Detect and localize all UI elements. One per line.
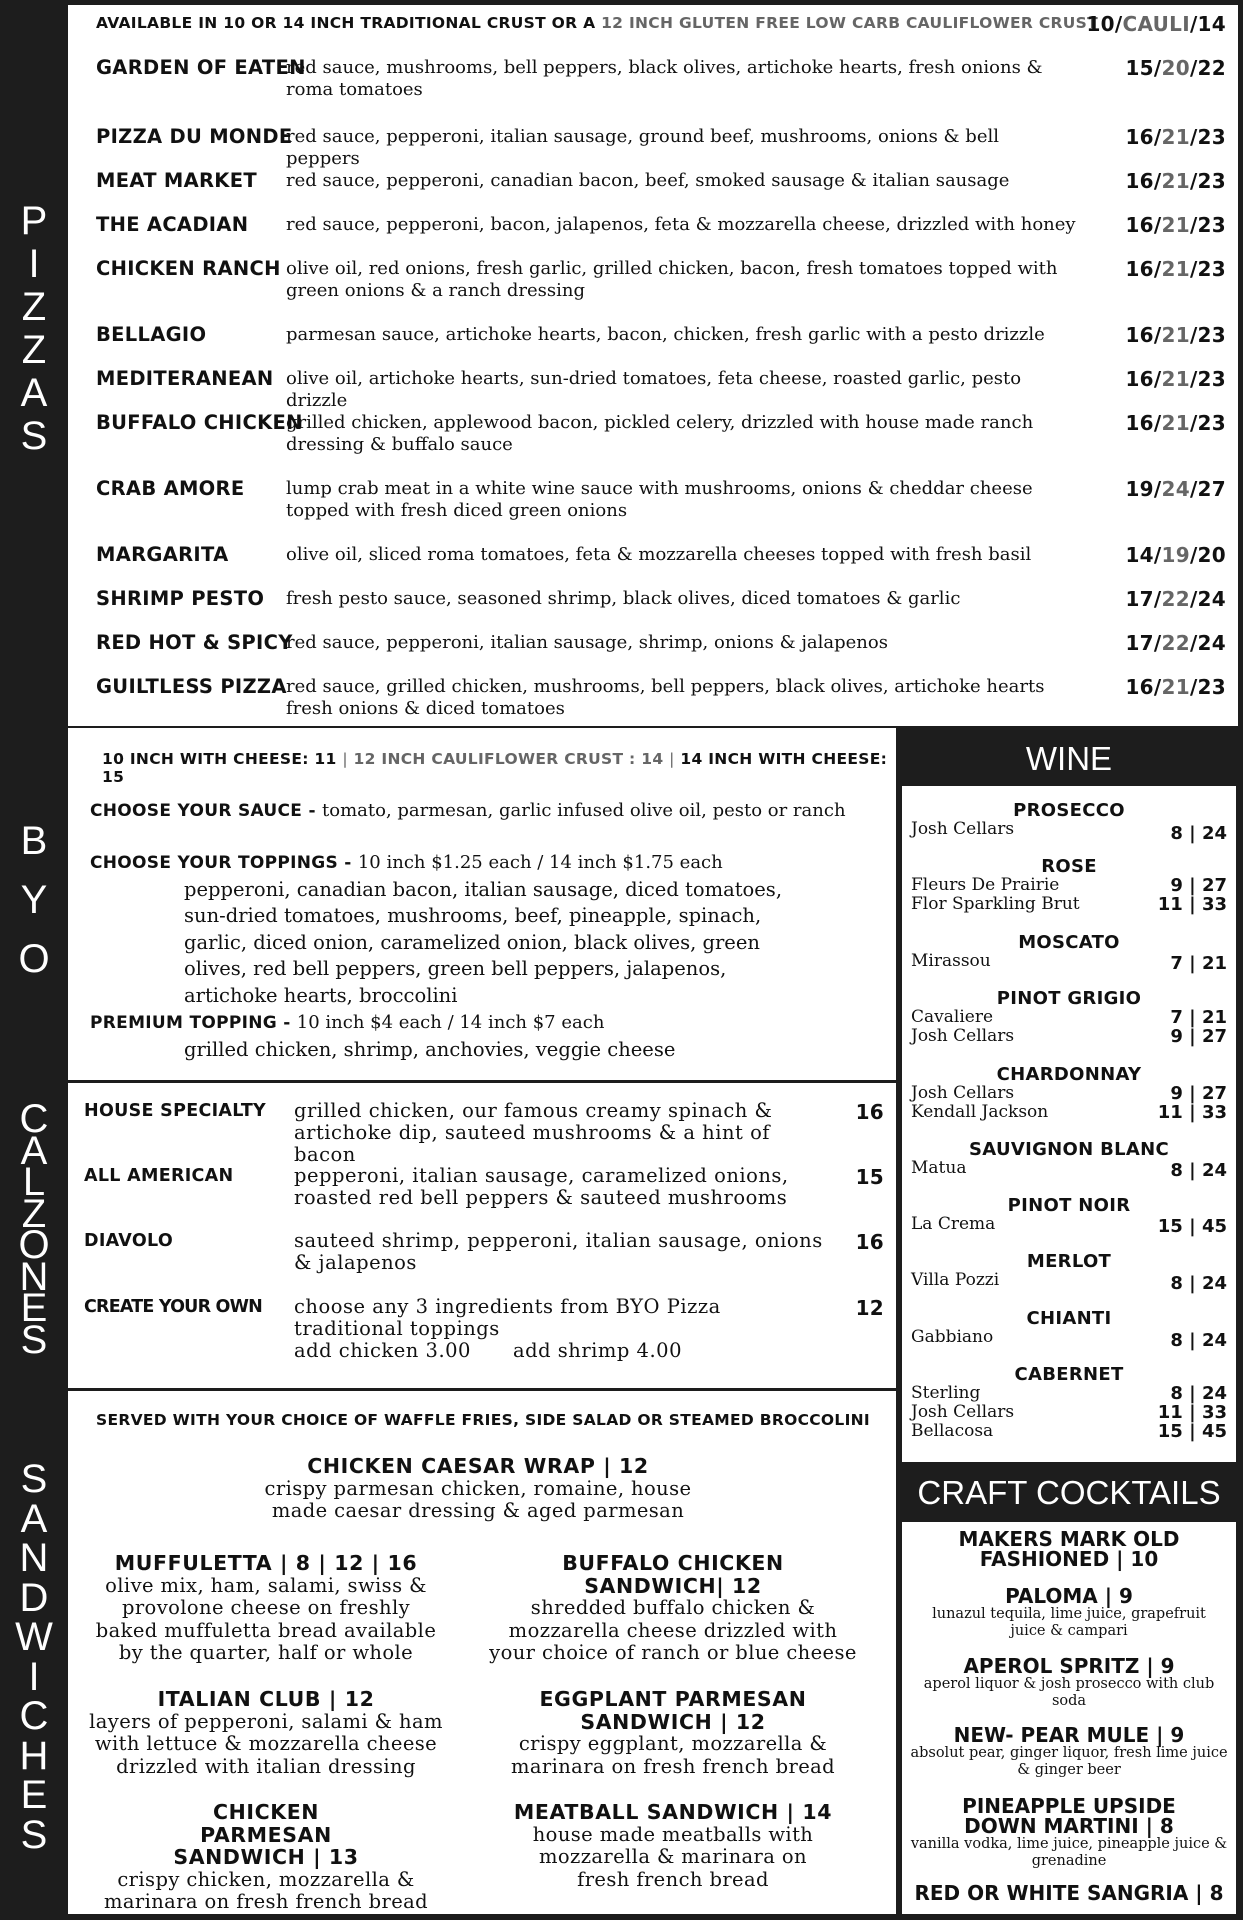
wine-group: [911, 857, 1227, 914]
wine-name: Bellacosa: [911, 1421, 994, 1441]
byo-premium: [90, 1009, 890, 1063]
sandwich-desc: shredded buffalo chicken & mozzarella cheese drizzled with your choice of ranch or blue cheese: [489, 1596, 857, 1664]
cocktail-item: [910, 1883, 1228, 1903]
pizza-name: GUILTLESS PIZZA: [96, 675, 287, 698]
wine-name: La Crema: [911, 1214, 996, 1234]
wine-group-title: MERLOT: [1026, 1251, 1112, 1272]
pizza-desc: red sauce, mushrooms, bell peppers, black olives, artichoke hearts, fresh onions & roma tomatoes: [286, 57, 1043, 100]
pizza-price: 16/21/23: [1125, 213, 1226, 237]
pizza-name: RED HOT & SPICY: [96, 631, 293, 654]
wine-price: 9 | 27: [1170, 1026, 1227, 1047]
pizza-price: 16/21/23: [1125, 323, 1226, 347]
wine-group-title: PINOT NOIR: [1007, 1195, 1131, 1216]
cocktail-desc: lunazul tequila, lime juice, grapefruit juice & campari: [932, 1606, 1206, 1639]
sandwich-item: [498, 1688, 848, 1778]
price-size-c: /14: [1189, 12, 1226, 36]
byo-sauce: [90, 797, 890, 825]
wine-price: 15 | 45: [1157, 1421, 1227, 1442]
pizza-name: MEAT MARKET: [96, 169, 257, 192]
calzone-desc: grilled chicken, our famous creamy spinach & artichoke dip, sauteed mushrooms & a hint of bacon: [294, 1099, 773, 1166]
wine-name: Josh Cellars: [911, 819, 1015, 839]
pizza-desc: lump crab meat in a white wine sauce with mushrooms, onions & cheddar cheese topped with fresh diced green onions: [286, 478, 1033, 521]
wine-group-title: SAUVIGNON BLANC: [969, 1139, 1169, 1160]
wine-price: 11 | 33: [1157, 1402, 1227, 1423]
pizza-desc: red sauce, grilled chicken, mushrooms, bell peppers, black olives, artichoke hearts fresh onions & diced tomatoes: [286, 676, 1045, 719]
cocktail-item: [910, 1725, 1228, 1779]
wine-name: Sterling: [911, 1383, 981, 1403]
sandwich-item: [488, 1552, 858, 1665]
byo-premium-price: 10 inch $4 each / 14 inch $7 each: [296, 1012, 605, 1033]
cocktail-name: APEROL SPRITZ | 9: [963, 1654, 1175, 1678]
wine-group: [911, 932, 1227, 974]
calzones-panel: [68, 1083, 896, 1388]
cocktails-title: CRAFT COCKTAILS: [917, 1474, 1221, 1511]
wine-line: [911, 1384, 1227, 1403]
pizza-desc: parmesan sauce, artichoke hearts, bacon, chicken, fresh garlic with a pesto drizzle: [286, 324, 1045, 345]
pizza-name: PIZZA DU MONDE: [96, 125, 293, 148]
wine-group-title: PINOT GRIGIO: [996, 988, 1142, 1009]
calzone-desc-group: [294, 1296, 824, 1362]
wine-name: Kendall Jackson: [911, 1102, 1049, 1122]
pizza-desc: red sauce, pepperoni, italian sausage, shrimp, onions & jalapenos: [286, 632, 888, 653]
byo-toppings-list: pepperoni, canadian bacon, italian sausage, diced tomatoes, sun-dried tomatoes, mushrooms, beef, pineapple, spinach, garlic, diced onion, caramelized onion, black olives, green olives, red bell peppers, green bell peppers, jalapenos, artichoke hearts, broccolini: [184, 877, 783, 1007]
pizza-desc: red sauce, pepperoni, canadian bacon, beef, smoked sausage & italian sausage: [286, 170, 1010, 191]
pizzas-header-gf: 12 INCH GLUTEN FREE LOW CARB CAULIFLOWER CRUST: [601, 14, 1098, 32]
calzone-price: 16: [855, 1100, 884, 1124]
calzone-desc: sauteed shrimp, pepperoni, italian sausage, onions & jalapenos: [294, 1229, 823, 1274]
wine-line: [911, 1214, 1227, 1237]
pizza-desc: olive oil, artichoke hearts, sun-dried tomatoes, feta cheese, roasted garlic, pesto drizzle: [286, 368, 1022, 411]
pizza-name: MEDITERANEAN: [96, 367, 274, 390]
pizza-price: 17/22/24: [1125, 631, 1226, 655]
pizza-desc: olive oil, red onions, fresh garlic, grilled chicken, bacon, fresh tomatoes topped with green onions & a ranch dressing: [286, 258, 1058, 301]
wine-panel: [902, 786, 1236, 1462]
wine-group-title: CABERNET: [1014, 1364, 1124, 1385]
pizzas-header: [96, 14, 1098, 32]
pizza-name: GARDEN OF EATEN: [96, 56, 306, 79]
calzone-desc: choose any 3 ingredients from BYO Pizza traditional toppings: [294, 1295, 721, 1340]
calzone-price: 15: [855, 1165, 884, 1189]
pizza-name: BELLAGIO: [96, 323, 207, 346]
calzone-name: ALL AMERICAN: [84, 1166, 234, 1186]
pizza-price: 19/24/27: [1125, 477, 1226, 501]
byo-sauce-text: tomato, parmesan, garlic infused olive oil, pesto or ranch: [322, 800, 846, 821]
cocktail-desc: vanilla vodka, lime juice, pineapple juice & grenadine: [910, 1836, 1228, 1869]
wine-price: 9 | 27: [1170, 875, 1227, 896]
pizza-name: MARGARITA: [96, 543, 229, 566]
byo-toppings: [90, 849, 890, 1009]
wine-group-title: ROSE: [1041, 856, 1097, 877]
calzone-name: HOUSE SPECIALTY: [84, 1101, 267, 1121]
cocktail-name: PINEAPPLE UPSIDE DOWN MARTINI | 8: [962, 1794, 1176, 1838]
cocktails-panel: [902, 1522, 1236, 1914]
wine-line: [911, 1008, 1227, 1027]
byo-toppings-label: CHOOSE YOUR TOPPINGS -: [90, 853, 352, 873]
pizza-name: CRAB AMORE: [96, 477, 245, 500]
calzone-extras: [294, 1340, 824, 1362]
wine-line: [911, 1027, 1227, 1046]
wine-line: [911, 1158, 1227, 1181]
wine-price: 11 | 33: [1157, 1102, 1227, 1123]
calzone-price: 16: [855, 1230, 884, 1254]
separator: |: [342, 750, 348, 768]
wine-line: [911, 1103, 1227, 1122]
wine-group: [911, 1251, 1227, 1294]
byo-premium-label: PREMIUM TOPPING -: [90, 1013, 291, 1033]
wine-line: [911, 819, 1227, 844]
pizza-desc: grilled chicken, applewood bacon, pickled celery, drizzled with house made ranch dressing & buffalo sauce: [286, 412, 1034, 455]
wine-group: [911, 1065, 1227, 1122]
wine-name: Josh Cellars: [911, 1083, 1015, 1103]
byo-sizes: [102, 750, 896, 786]
wine-price: 11 | 33: [1157, 894, 1227, 915]
wine-line: [911, 1327, 1227, 1351]
pizzas-header-price: [1086, 12, 1226, 36]
wine-group: [911, 1195, 1227, 1237]
pizza-price: 17/22/24: [1125, 587, 1226, 611]
wine-name: Fleurs De Prairie: [911, 875, 1060, 895]
sandwich-name: EGGPLANT PARMESAN SANDWICH | 12: [539, 1687, 807, 1734]
calzone-extra-shrimp: add shrimp 4.00: [512, 1339, 682, 1362]
pizza-price: 15/20/22: [1125, 56, 1226, 80]
wine-name: Gabbiano: [911, 1327, 994, 1347]
byo-premium-list: grilled chicken, shrimp, anchovies, veggie cheese: [184, 1037, 676, 1061]
sandwich-item: [76, 1801, 456, 1914]
price-size-a: 10/: [1086, 12, 1123, 36]
wine-name: Flor Sparkling Brut: [911, 894, 1080, 914]
pizza-price: 16/21/23: [1125, 411, 1226, 435]
calzone-name: DIAVOLO: [84, 1231, 174, 1251]
sandwich-name: CHICKEN PARMESAN SANDWICH | 13: [173, 1800, 359, 1869]
wine-price: 9 | 27: [1170, 1083, 1227, 1104]
wine-name: Josh Cellars: [911, 1402, 1015, 1422]
wine-group: [911, 1365, 1227, 1441]
cocktail-item: [910, 1796, 1228, 1870]
pizza-desc: red sauce, pepperoni, bacon, jalapenos, feta & mozzarella cheese, drizzled with honey: [286, 214, 1076, 235]
wine-name: Mirassou: [911, 951, 991, 971]
sandwich-name: BUFFALO CHICKEN SANDWICH| 12: [562, 1551, 784, 1598]
wine-name: Villa Pozzi: [911, 1270, 1000, 1290]
sandwich-name: ITALIAN CLUB | 12: [157, 1687, 375, 1711]
wine-group: [911, 989, 1227, 1046]
sandwich-item: [76, 1552, 456, 1665]
sandwich-desc: olive mix, ham, salami, swiss & provolone cheese on freshly baked muffuletta bread available by the quarter, half or whole: [95, 1573, 437, 1664]
pizza-price: 16/21/23: [1125, 169, 1226, 193]
wine-line: [911, 951, 1227, 974]
sandwich-name: MEATBALL SANDWICH | 14: [513, 1800, 833, 1824]
pizza-name: THE ACADIAN: [96, 213, 249, 236]
sandwich-desc: house made meatballs with mozzarella & marinara on fresh french bread: [532, 1822, 814, 1891]
byo-size-cauli: 12 INCH CAULIFLOWER CRUST : 14: [353, 750, 664, 768]
calzone-price: 12: [855, 1296, 884, 1320]
pizza-price: 16/21/23: [1125, 367, 1226, 391]
pizza-desc: olive oil, sliced roma tomatoes, feta & mozzarella cheeses topped with fresh basil: [286, 544, 1032, 565]
wine-group-title: MOSCATO: [1018, 932, 1120, 953]
sandwich-item: [76, 1688, 456, 1778]
sandwich-desc: crispy chicken, mozzarella & marinara on fresh french bread: [103, 1867, 429, 1913]
sandwich-name: MUFFULETTA | 8 | 12 | 16: [114, 1551, 418, 1575]
cocktail-name: MAKERS MARK OLD FASHIONED | 10: [958, 1527, 1180, 1571]
wine-name: Josh Cellars: [911, 1026, 1015, 1046]
wine-line: [911, 1084, 1227, 1103]
pizza-price: 16/21/23: [1125, 257, 1226, 281]
wine-line: [911, 1270, 1227, 1294]
pizzas-panel: [68, 5, 1238, 726]
wine-group: [911, 1139, 1227, 1181]
sandwich-item: [188, 1455, 768, 1523]
side-label-calzones: C A L Z O N E S: [18, 1097, 50, 1362]
cocktail-name: RED OR WHITE SANGRIA | 8: [914, 1881, 1224, 1905]
wine-group: [911, 1308, 1227, 1351]
wine-group-title: CHIANTI: [1026, 1308, 1112, 1329]
sandwiches-panel: [68, 1391, 896, 1914]
wine-line: [911, 1403, 1227, 1422]
wine-group-title: CHARDONNAY: [996, 1064, 1142, 1085]
sandwich-name: CHICKEN CAESAR WRAP | 12: [307, 1454, 649, 1478]
sandwich-item: [498, 1801, 848, 1891]
byo-panel: [68, 728, 896, 1080]
wine-price: 8 | 24: [1170, 1383, 1227, 1404]
cocktail-item: [910, 1529, 1228, 1569]
calzone-extra-chicken: add chicken 3.00: [294, 1339, 471, 1362]
pizza-price: 14/19/20: [1125, 543, 1226, 567]
byo-sauce-label: CHOOSE YOUR SAUCE -: [90, 801, 316, 821]
pizza-desc: fresh pesto sauce, seasoned shrimp, black olives, diced tomatoes & garlic: [286, 588, 961, 609]
sandwich-desc: crispy parmesan chicken, romaine, house made caesar dressing & aged parmesan: [264, 1476, 692, 1522]
pizza-price: 16/21/23: [1125, 125, 1226, 149]
wine-price: 8 | 24: [1170, 1160, 1227, 1181]
wine-price: 8 | 24: [1170, 823, 1227, 844]
cocktail-name: PALOMA | 9: [1005, 1584, 1133, 1608]
byo-toppings-price: 10 inch $1.25 each / 14 inch $1.75 each: [357, 852, 723, 873]
wine-price: 15 | 45: [1157, 1216, 1227, 1237]
wine-price: 7 | 21: [1170, 953, 1227, 974]
side-label-sandwiches: S A N D W I C H E S: [15, 1457, 53, 1857]
wine-price: 8 | 24: [1170, 1330, 1227, 1351]
side-label-byo: B Y O: [18, 819, 50, 981]
wine-title: WINE: [1025, 740, 1113, 777]
pizza-name: BUFFALO CHICKEN: [96, 411, 303, 434]
wine-line: [911, 1422, 1227, 1441]
wine-name: Cavaliere: [911, 1007, 994, 1027]
calzone-name: CREATE YOUR OWN: [84, 1297, 262, 1317]
byo-size-14: 14 INCH WITH CHEESE: 15: [102, 750, 888, 786]
wine-name: Matua: [911, 1158, 967, 1178]
cocktail-item: [910, 1656, 1228, 1710]
cocktail-desc: absolut pear, ginger liquor, fresh lime juice & ginger beer: [910, 1745, 1228, 1778]
cocktail-name: NEW- PEAR MULE | 9: [953, 1723, 1185, 1747]
wine-price: 7 | 21: [1170, 1007, 1227, 1028]
wine-line: [911, 895, 1227, 914]
pizza-name: CHICKEN RANCH: [96, 257, 281, 280]
wine-price: 8 | 24: [1170, 1273, 1227, 1294]
sandwiches-header: SERVED WITH YOUR CHOICE OF WAFFLE FRIES, SIDE SALAD OR STEAMED BROCCOLINI: [96, 1411, 870, 1429]
wine-line: [911, 876, 1227, 895]
pizza-desc: red sauce, pepperoni, italian sausage, ground beef, mushrooms, onions & bell peppers: [286, 126, 999, 169]
wine-group-title: PROSECCO: [1013, 800, 1125, 821]
pizza-price: 16/21/23: [1125, 675, 1226, 699]
separator: |: [669, 750, 675, 768]
wine-group: [911, 800, 1227, 844]
cocktail-desc: aperol liquor & josh prosecco with club soda: [923, 1676, 1215, 1709]
side-label-pizzas: P I Z Z A S: [20, 199, 48, 458]
byo-size-10: 10 INCH WITH CHEESE: 11: [102, 750, 337, 768]
calzone-desc: pepperoni, italian sausage, caramelized onions, roasted red bell peppers & sauteed mushrooms: [294, 1164, 789, 1209]
pizzas-header-main: AVAILABLE IN 10 OR 14 INCH TRADITIONAL CRUST OR A: [96, 14, 596, 32]
price-size-b: CAULI: [1122, 12, 1190, 36]
sandwich-desc: crispy eggplant, mozzarella & marinara on fresh french bread: [510, 1732, 836, 1778]
pizza-name: SHRIMP PESTO: [96, 587, 265, 610]
sandwich-desc: layers of pepperoni, salami & ham with lettuce & mozzarella cheese drizzled with italian dressing: [89, 1709, 443, 1778]
cocktail-item: [910, 1586, 1228, 1640]
